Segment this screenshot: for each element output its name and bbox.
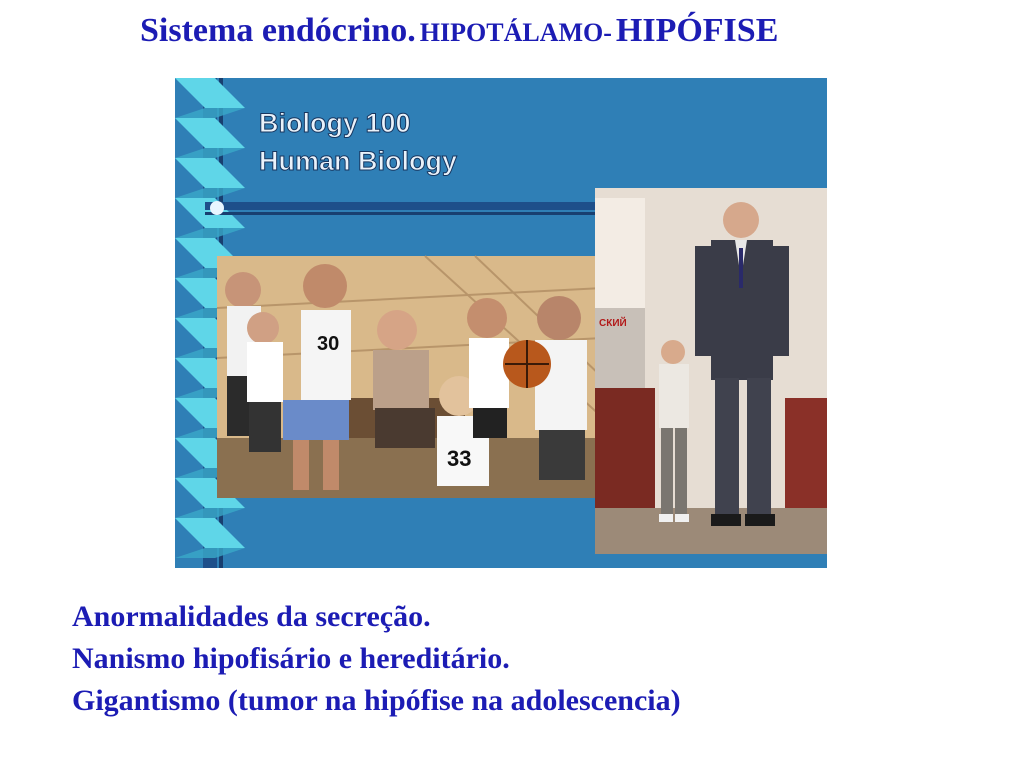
caption-line-3: Gigantismo (tumor na hipófise na adolescencia): [72, 684, 681, 717]
biology-photo-figure: [175, 78, 827, 568]
caption-line-2: Nanismo hipofisário e hereditário.: [72, 642, 510, 675]
caption-block: [72, 596, 681, 722]
logo-line-2: Human Biology: [259, 146, 458, 176]
slide-title: [140, 12, 778, 50]
title-part-3: HIPÓFISE: [615, 12, 779, 49]
jersey-33: 33: [447, 446, 472, 471]
photo-tall-man: [595, 188, 827, 554]
glint-dot: [210, 201, 224, 215]
title-part-2: HIPOTÁLAMO-: [419, 18, 612, 47]
banner-text: СКИЙ: [599, 318, 627, 329]
figure-svg: [175, 78, 827, 568]
title-part-1: Sistema endócrino.: [140, 12, 416, 49]
logo-line-1: Biology 100: [259, 108, 411, 138]
caption-line-1: Anormalidades da secreção.: [72, 600, 431, 633]
photo-basketball-group: [217, 256, 603, 498]
jersey-30: 30: [317, 333, 340, 355]
